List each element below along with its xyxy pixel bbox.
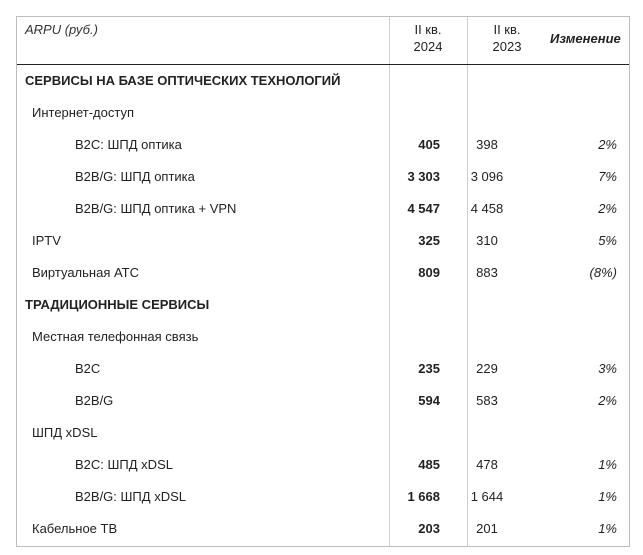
value-2023: 583 (476, 393, 498, 408)
value-2023: 398 (476, 137, 498, 152)
header-col-2023-line1: II кв. (493, 22, 521, 37)
row-label: B2C: ШПД оптика (75, 137, 182, 152)
change-value: 2% (598, 137, 617, 152)
change-value: 7% (598, 169, 617, 184)
table-row (17, 225, 629, 257)
value-2023: 3 096 (470, 169, 504, 184)
table-row (17, 513, 629, 545)
table-row (17, 97, 629, 129)
value-2023: 229 (476, 361, 498, 376)
row-label: ТРАДИЦИОННЫЕ СЕРВИСЫ (25, 297, 210, 312)
row-label: Местная телефонная связь (32, 329, 199, 344)
change-value: 1% (598, 489, 617, 504)
table-row (17, 65, 629, 97)
header-col-2024-line1: II кв. (414, 22, 442, 37)
change-value: 1% (598, 457, 617, 472)
value-2023: 883 (476, 265, 498, 280)
row-label: B2C: ШПД xDSL (75, 457, 173, 472)
value-2024: 4 547 (407, 201, 440, 216)
row-label: B2B/G: ШПД оптика + VPN (75, 201, 237, 216)
arpu-table (16, 16, 630, 547)
table-row (17, 481, 629, 513)
header-col-2024-line2: 2024 (413, 39, 443, 54)
row-label: Кабельное ТВ (32, 521, 118, 536)
value-2024: 1 668 (407, 489, 440, 504)
row-label: B2B/G (75, 393, 114, 408)
value-2024: 235 (418, 361, 440, 376)
value-2024: 485 (418, 457, 440, 472)
value-2024: 809 (418, 265, 440, 280)
table-row (17, 321, 629, 353)
table-row (17, 193, 629, 225)
value-2023: 4 458 (470, 201, 504, 216)
header-col-2023 (472, 21, 542, 55)
table-row (17, 417, 629, 449)
row-label: ШПД xDSL (32, 425, 98, 440)
change-value: 2% (598, 201, 617, 216)
row-label: СЕРВИСЫ НА БАЗЕ ОПТИЧЕСКИХ ТЕХНОЛОГИЙ (25, 73, 341, 88)
table-row (17, 257, 629, 289)
header-col-2024 (389, 21, 467, 55)
table-row (17, 289, 629, 321)
value-2024: 594 (418, 393, 440, 408)
value-2024: 325 (418, 233, 440, 248)
header-col-2023-line2: 2023 (492, 39, 522, 54)
change-value: 1% (598, 521, 617, 536)
value-2024: 3 303 (407, 169, 440, 184)
row-label: IPTV (32, 233, 61, 248)
row-label: B2B/G: ШПД xDSL (75, 489, 186, 504)
value-2023: 1 644 (470, 489, 504, 504)
value-2024: 203 (418, 521, 440, 536)
header-change: Изменение (550, 31, 621, 46)
row-label: Виртуальная АТС (32, 265, 139, 280)
table-row (17, 353, 629, 385)
change-value: 5% (598, 233, 617, 248)
change-value: 3% (598, 361, 617, 376)
table-row (17, 385, 629, 417)
row-label: B2C (75, 361, 101, 376)
table-row (17, 129, 629, 161)
value-2023: 310 (476, 233, 498, 248)
table-row (17, 449, 629, 481)
table-row (17, 161, 629, 193)
row-label: Интернет-доступ (32, 105, 135, 120)
change-value: (8%) (589, 265, 617, 280)
row-label: B2B/G: ШПД оптика (75, 169, 195, 184)
value-2023: 478 (476, 457, 498, 472)
header-label: ARPU (руб.) (25, 22, 98, 37)
change-value: 2% (598, 393, 617, 408)
value-2024: 405 (418, 137, 440, 152)
value-2023: 201 (476, 521, 498, 536)
